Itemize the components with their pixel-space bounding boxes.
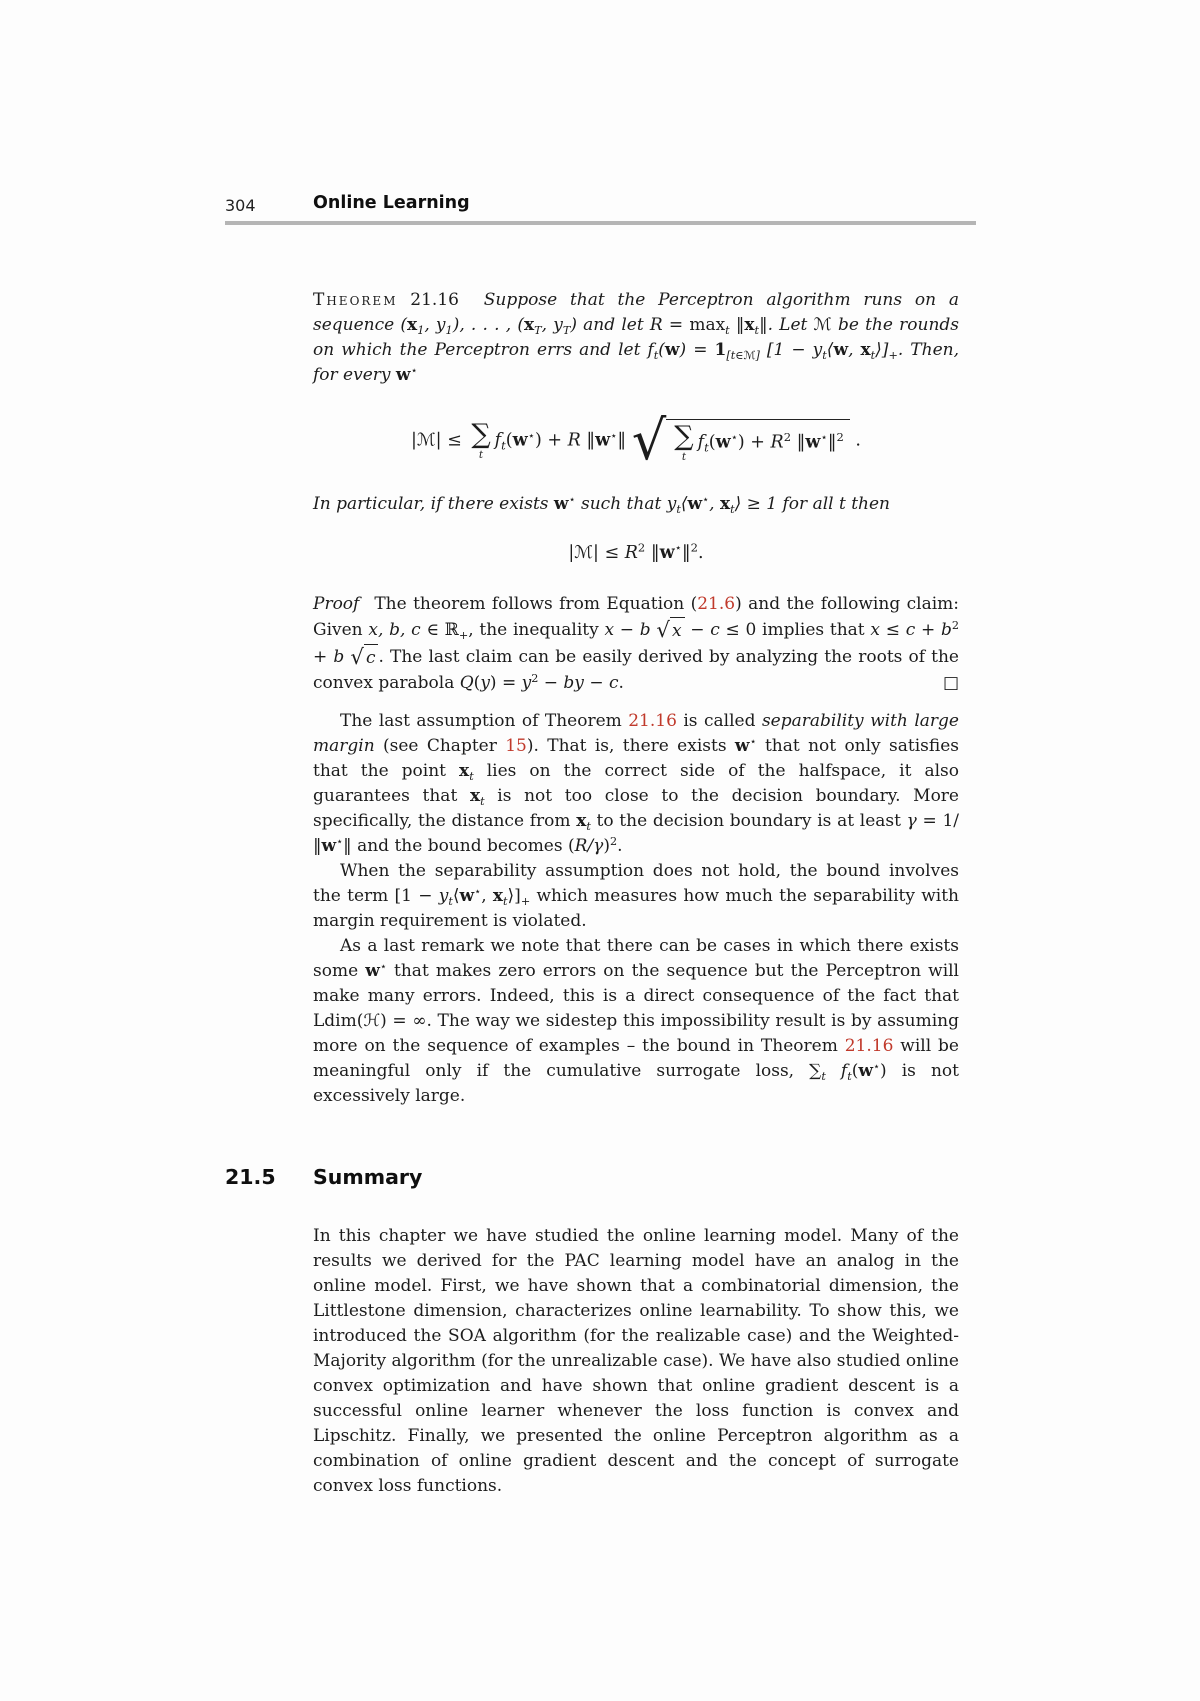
text-segment: w <box>321 836 337 857</box>
text-segment: ⋆ <box>674 540 682 555</box>
text-segment: t <box>725 323 730 337</box>
theorem-ref-21-16[interactable]: 21.16 <box>628 711 677 732</box>
text-segment <box>471 421 490 461</box>
text-segment: f <box>494 430 502 451</box>
summary-paragraph: In this chapter we have studied the online learning model. Many of the results we derived for the PAC learning model have an analog in the online model. First, we have shown that a combinatorial dimension, the Littlestone dimension, characterizes online learnability. To show this, we introduced the SOA algorithm (for the realizable case) and the Weighted-Majority algorithm (for the unrealizable case). We have also studied online convex optimization and have shown that online gradient descent is a successful online learner whenever the loss function is convex and Lipschitz. Finally, we presented the online Perceptron algorithm as a combination of online gradient descent and the concept of surrogate convex loss functions. <box>313 1226 959 1497</box>
text-segment: T <box>562 323 571 337</box>
text-segment: w <box>595 430 611 451</box>
text-segment: ∑ <box>809 1061 822 1082</box>
text-segment: 2 <box>836 430 844 445</box>
text-segment: + <box>520 895 531 909</box>
text-segment: x <box>459 761 470 782</box>
text-segment: x <box>492 886 504 907</box>
text-segment: 2 <box>637 540 646 555</box>
text-segment: x <box>604 620 615 641</box>
text-segment: w <box>395 365 411 385</box>
text-segment: ⋆ <box>749 735 757 749</box>
text-segment: t <box>653 348 659 362</box>
text-segment: [t∈ℳ] <box>726 348 760 362</box>
paragraph-last-remark: As a last remark we note that there can be cases in which there exists some w⋆ that makes zero errors on the sequence but the Perceptron will make many errors. Indeed, this is a direct consequence of the fact that Ldim(ℋ) = ∞. The way we sidestep this impossibility result is by assuming more on the sequence of examples – the bound in Theorem 21.16 will be meaningful only if the cumulative surrogate loss, $\sum_t$ $f_t(w^⋆)$ is not excessively large. <box>313 936 959 1107</box>
theorem-number <box>410 290 459 310</box>
text-segment: ⋆ <box>379 960 387 974</box>
text-segment: 1 <box>714 340 727 360</box>
text-segment: 2 <box>609 835 618 849</box>
text-segment: √ <box>350 645 364 671</box>
text-segment: Q <box>459 673 474 694</box>
text-segment: ∑ <box>471 419 491 451</box>
text-segment: R/γ <box>574 836 604 857</box>
header-rule <box>225 221 976 225</box>
text-segment: b <box>639 620 651 641</box>
text-segment: x, b, c <box>368 620 421 641</box>
text-segment: x <box>719 494 731 515</box>
section-title: Summary <box>313 1165 423 1190</box>
text-segment: x <box>670 617 685 644</box>
text-segment: t <box>469 770 474 784</box>
in-particular-text: In particular, if there exists w⋆ such that $y_t⟨w^⋆$, $x_t⟩ \ge 1$ for all t then <box>313 493 891 517</box>
text-segment: w <box>365 961 380 982</box>
text-segment: ⋆ <box>820 430 828 445</box>
text-segment: 2 <box>951 619 959 633</box>
text-segment: 1 <box>417 323 425 337</box>
text-segment: b <box>333 647 345 668</box>
text-segment: y <box>438 886 449 907</box>
text-segment: 2 <box>531 672 539 686</box>
text-segment: ⋆ <box>873 1060 881 1074</box>
theorem-block <box>313 288 959 388</box>
theorem-body: Suppose that the Perceptron algorithm runs on a sequence ($x_1$, $y_1$), . . . , ($x_T$, $y_T$) and let $R = \max_t$ $‖x_t‖$. Let ℳ be the rounds on which the Perceptron errs and let $f_t(w) = 1_{[t\in ℳ]}$ [$1 - y_t⟨w$, $x_t⟩]_+$. Then, for every w⋆ <box>313 290 960 385</box>
text-segment: t <box>480 795 485 809</box>
text-segment: t <box>822 348 827 362</box>
text-segment: w <box>858 1061 873 1082</box>
equation-mistake-bound: |ℳ| ≤ $R^2$ ‖w⋆‖$^2$. <box>568 540 704 564</box>
text-segment: x <box>744 315 755 335</box>
equation-perceptron-bound: |ℳ| ≤ ∑ t $f_t(w^⋆) + R$ ‖w⋆‖ √ ∑ t $f_t(w^⋆) + R^2$ ‖w⋆‖$^2$ . <box>411 409 861 472</box>
text-segment: 1 <box>445 323 453 337</box>
paragraph-violation: When the separability assumption does not hold, the bound involves the term [$1 - y_t⟨w^⋆$, $x_t⟩]_+$ which measures how much the separability with margin requirement is violated. <box>313 861 959 932</box>
text-segment: x <box>576 811 587 832</box>
text-segment <box>656 617 684 644</box>
text-segment: γ <box>906 811 917 832</box>
text-segment: t <box>754 323 760 337</box>
text-segment: separability with large margin <box>313 711 959 757</box>
text-segment <box>350 644 378 671</box>
text-segment: T <box>534 323 542 337</box>
equation-ref-21-6[interactable]: 21.6 <box>697 594 736 615</box>
text-segment: c <box>608 673 619 694</box>
chapter-title: Online Learning <box>313 193 470 213</box>
text-segment: w <box>715 432 731 453</box>
text-segment: w <box>687 494 703 515</box>
section-heading <box>225 1165 959 1190</box>
text-segment: w <box>664 340 680 360</box>
text-segment: t <box>681 451 687 464</box>
page-number: 304 <box>225 196 256 215</box>
text-segment: ∑ t $f_t(w^⋆) + R^2$ ‖w⋆‖$^2$ <box>666 419 850 463</box>
text-segment: ⋆ <box>527 428 535 443</box>
text-segment: ⋆ <box>730 430 738 445</box>
paragraph-separability: The last assumption of Theorem 21.16 is called separability with large margin (see Chapter 15). That is, there exists w⋆ that not only satisfies that the point $x_t$ lies on the correct side of the halfspace, it also guarantees that $x_t$ is not too close to the decision boundary. More specifically, the distance from $x_t$ to the decision boundary is at least γ = 1/‖w⋆‖ and the bound becomes $(R/\gamma)^2$. <box>313 711 959 857</box>
proof-paragraph: Proof The theorem follows from Equation (21.6) and the following claim: Given x, b, c ∈ ℝ$_+$, the inequality x − b √ x − c ≤ 0 implies that $x \le c + b^2 + b$ √ c . The last claim can be easily derived by analyzing the roots of the convex parabola $Q(y) = y^2$ − by − c. □ <box>313 592 959 696</box>
text-segment: + <box>458 629 469 643</box>
text-segment: R <box>567 430 581 451</box>
text-segment: t <box>503 895 508 909</box>
text-segment: x <box>524 315 535 335</box>
text-segment: √ <box>631 409 667 472</box>
text-segment: t <box>448 895 453 909</box>
text-segment: w <box>512 430 528 451</box>
text-segment: c <box>364 644 379 671</box>
text-segment: max <box>689 315 726 335</box>
text-segment: w <box>459 886 475 907</box>
text-segment: t <box>847 1070 852 1084</box>
text-segment: ⋆ <box>336 835 344 849</box>
text-segment: w <box>833 340 849 360</box>
text-segment: f <box>840 1061 848 1082</box>
text-segment: t <box>704 440 709 455</box>
text-segment: c <box>905 620 916 641</box>
theorem-ref-21-16[interactable]: 21.16 <box>844 1036 894 1057</box>
section-number: 21.5 <box>225 1165 276 1190</box>
theorem-label: Theorem <box>313 290 398 310</box>
chapter-ref-15[interactable]: 15 <box>505 736 527 757</box>
theorem-number-value: 21.16 <box>410 290 459 310</box>
text-segment: x <box>469 786 481 807</box>
text-segment: t <box>870 348 876 362</box>
text-segment: ⋆ <box>568 493 576 507</box>
text-segment: R <box>770 432 784 453</box>
text-segment: w <box>734 736 750 757</box>
text-segment: ⋆ <box>474 885 482 899</box>
text-segment: b <box>940 620 952 641</box>
text-segment: t <box>586 820 591 834</box>
text-segment: w <box>553 494 569 515</box>
text-segment: t <box>478 449 484 462</box>
text-segment: t <box>676 503 681 517</box>
text-segment: by <box>563 673 584 694</box>
text-segment: ∑ <box>674 421 694 453</box>
text-segment: x <box>860 340 871 360</box>
text-segment: t <box>730 503 735 517</box>
text-segment: □ <box>942 673 959 694</box>
text-segment: x <box>407 315 418 335</box>
text-segment: ⋆ <box>702 493 710 507</box>
text-segment: 2 <box>783 430 792 445</box>
text-segment: ⋆ <box>410 363 418 377</box>
text-segment <box>631 409 850 472</box>
text-segment: Proof <box>313 594 360 615</box>
text-segment: t <box>501 438 506 453</box>
text-segment: y <box>521 673 532 694</box>
text-segment: + <box>888 348 898 362</box>
main-column <box>225 288 960 1499</box>
text-segment: √ <box>656 618 670 644</box>
text-segment: ⋆ <box>610 428 618 443</box>
text-segment: 2 <box>690 540 698 555</box>
text-segment: f <box>697 432 705 453</box>
text-segment: R <box>624 543 638 564</box>
text-segment: w <box>659 543 675 564</box>
text-segment: x <box>870 620 880 641</box>
text-segment: c <box>710 620 720 641</box>
text-segment: t <box>821 1070 826 1084</box>
text-segment: w <box>805 432 821 453</box>
text-segment <box>674 423 693 463</box>
text-segment: y <box>480 673 490 694</box>
